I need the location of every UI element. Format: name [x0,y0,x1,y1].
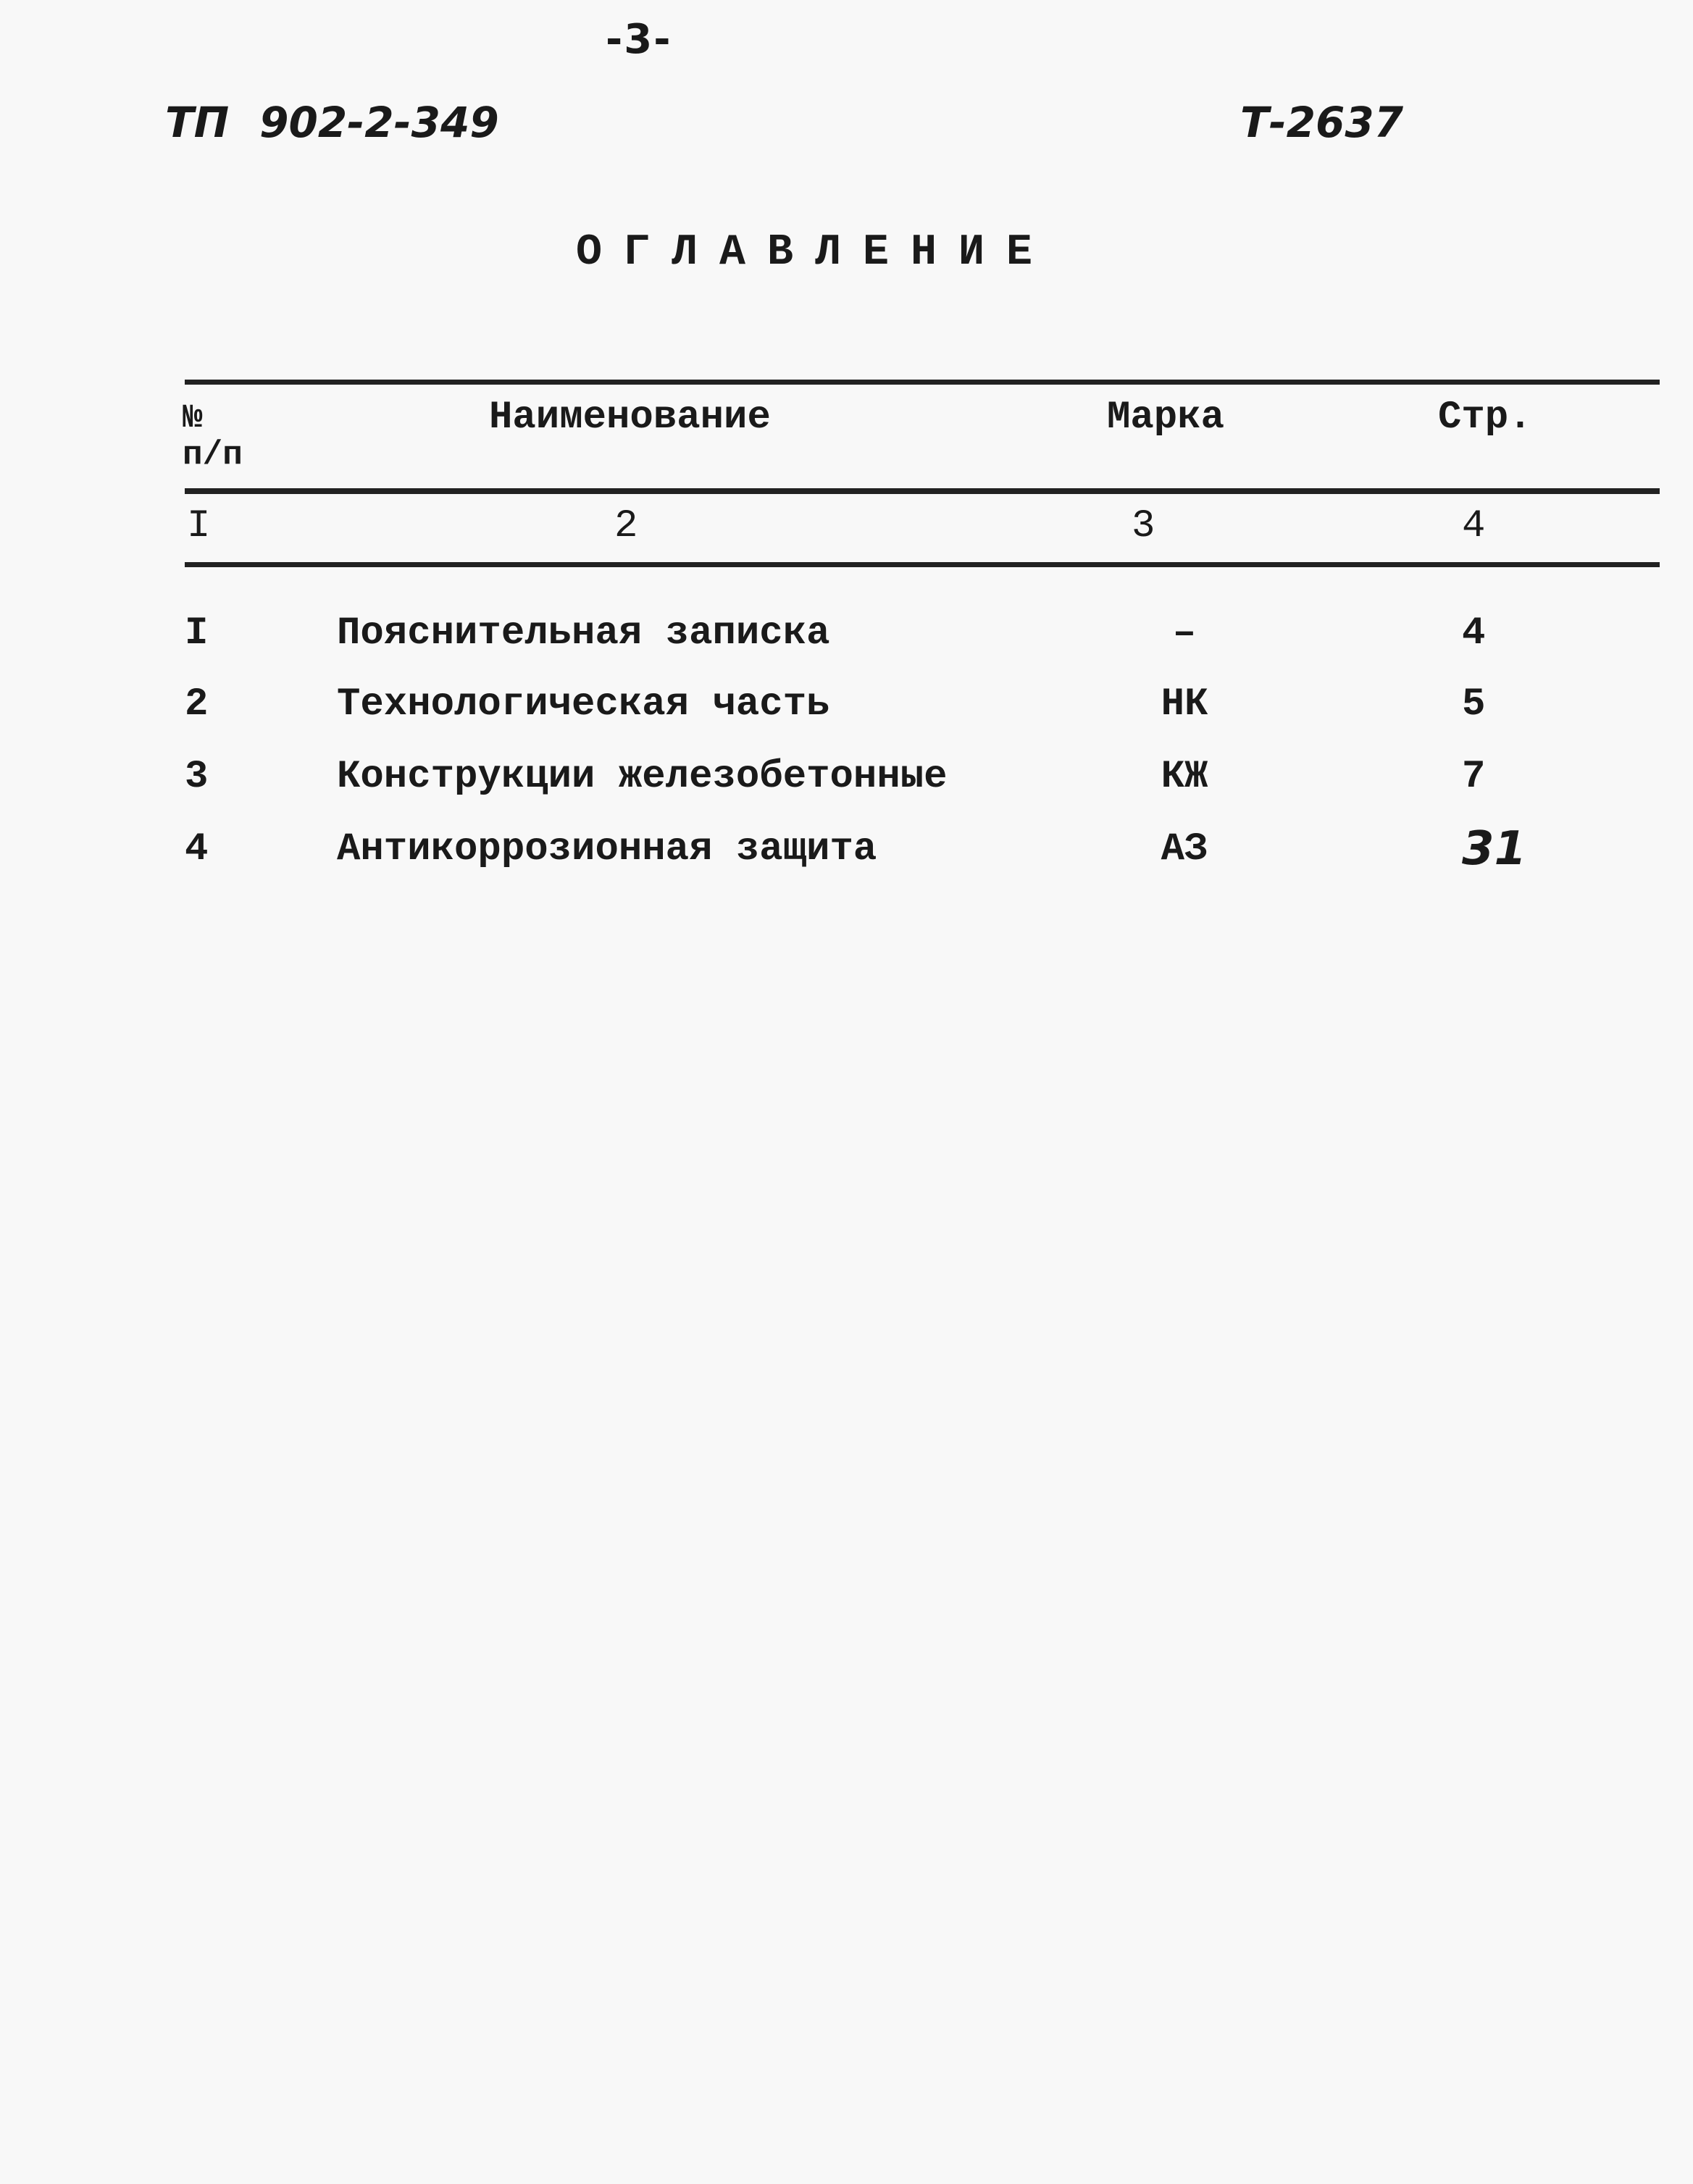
header-name: Наименование [489,396,771,440]
header-mark: Марка [1107,396,1225,440]
row-number: 4 [185,827,209,871]
row-page: 7 [1462,755,1486,799]
archive-code: Т-2637 [1240,98,1404,147]
column-number-2: 2 [614,504,638,548]
row-mark: АЗ [1161,827,1208,871]
header-number-pp: п/п [183,435,243,474]
row-mark: НК [1161,682,1208,727]
row-number: 3 [185,755,209,799]
row-page: 4 [1462,611,1486,656]
table-top-rule [185,380,1660,385]
row-name: Технологическая часть [337,682,830,727]
table-header-rule [185,488,1660,494]
header-number-sign: № [183,399,203,437]
row-mark: – [1172,611,1197,656]
row-name: Антикоррозионная защита [337,827,877,871]
column-number-3: 3 [1132,504,1155,548]
column-number-1: I [187,504,211,548]
document-code-number: 902-2-349 [259,98,499,147]
row-page: 5 [1462,682,1486,727]
row-name: Пояснительная записка [337,611,830,656]
row-number: I [185,611,209,656]
table-column-numbers-rule [185,562,1660,567]
page-title: ОГЛАВЛЕНИЕ [576,228,1055,277]
page-number: -3- [606,16,672,63]
header-number [183,400,243,473]
row-mark: КЖ [1161,755,1208,799]
document-code-prefix: ТП [165,98,230,147]
column-number-4: 4 [1462,504,1486,548]
header-page: Стр. [1438,396,1532,440]
row-number: 2 [185,682,209,727]
document-code [165,98,499,147]
row-name: Конструкции железобетонные [337,755,948,799]
row-page: 31 [1462,822,1527,876]
